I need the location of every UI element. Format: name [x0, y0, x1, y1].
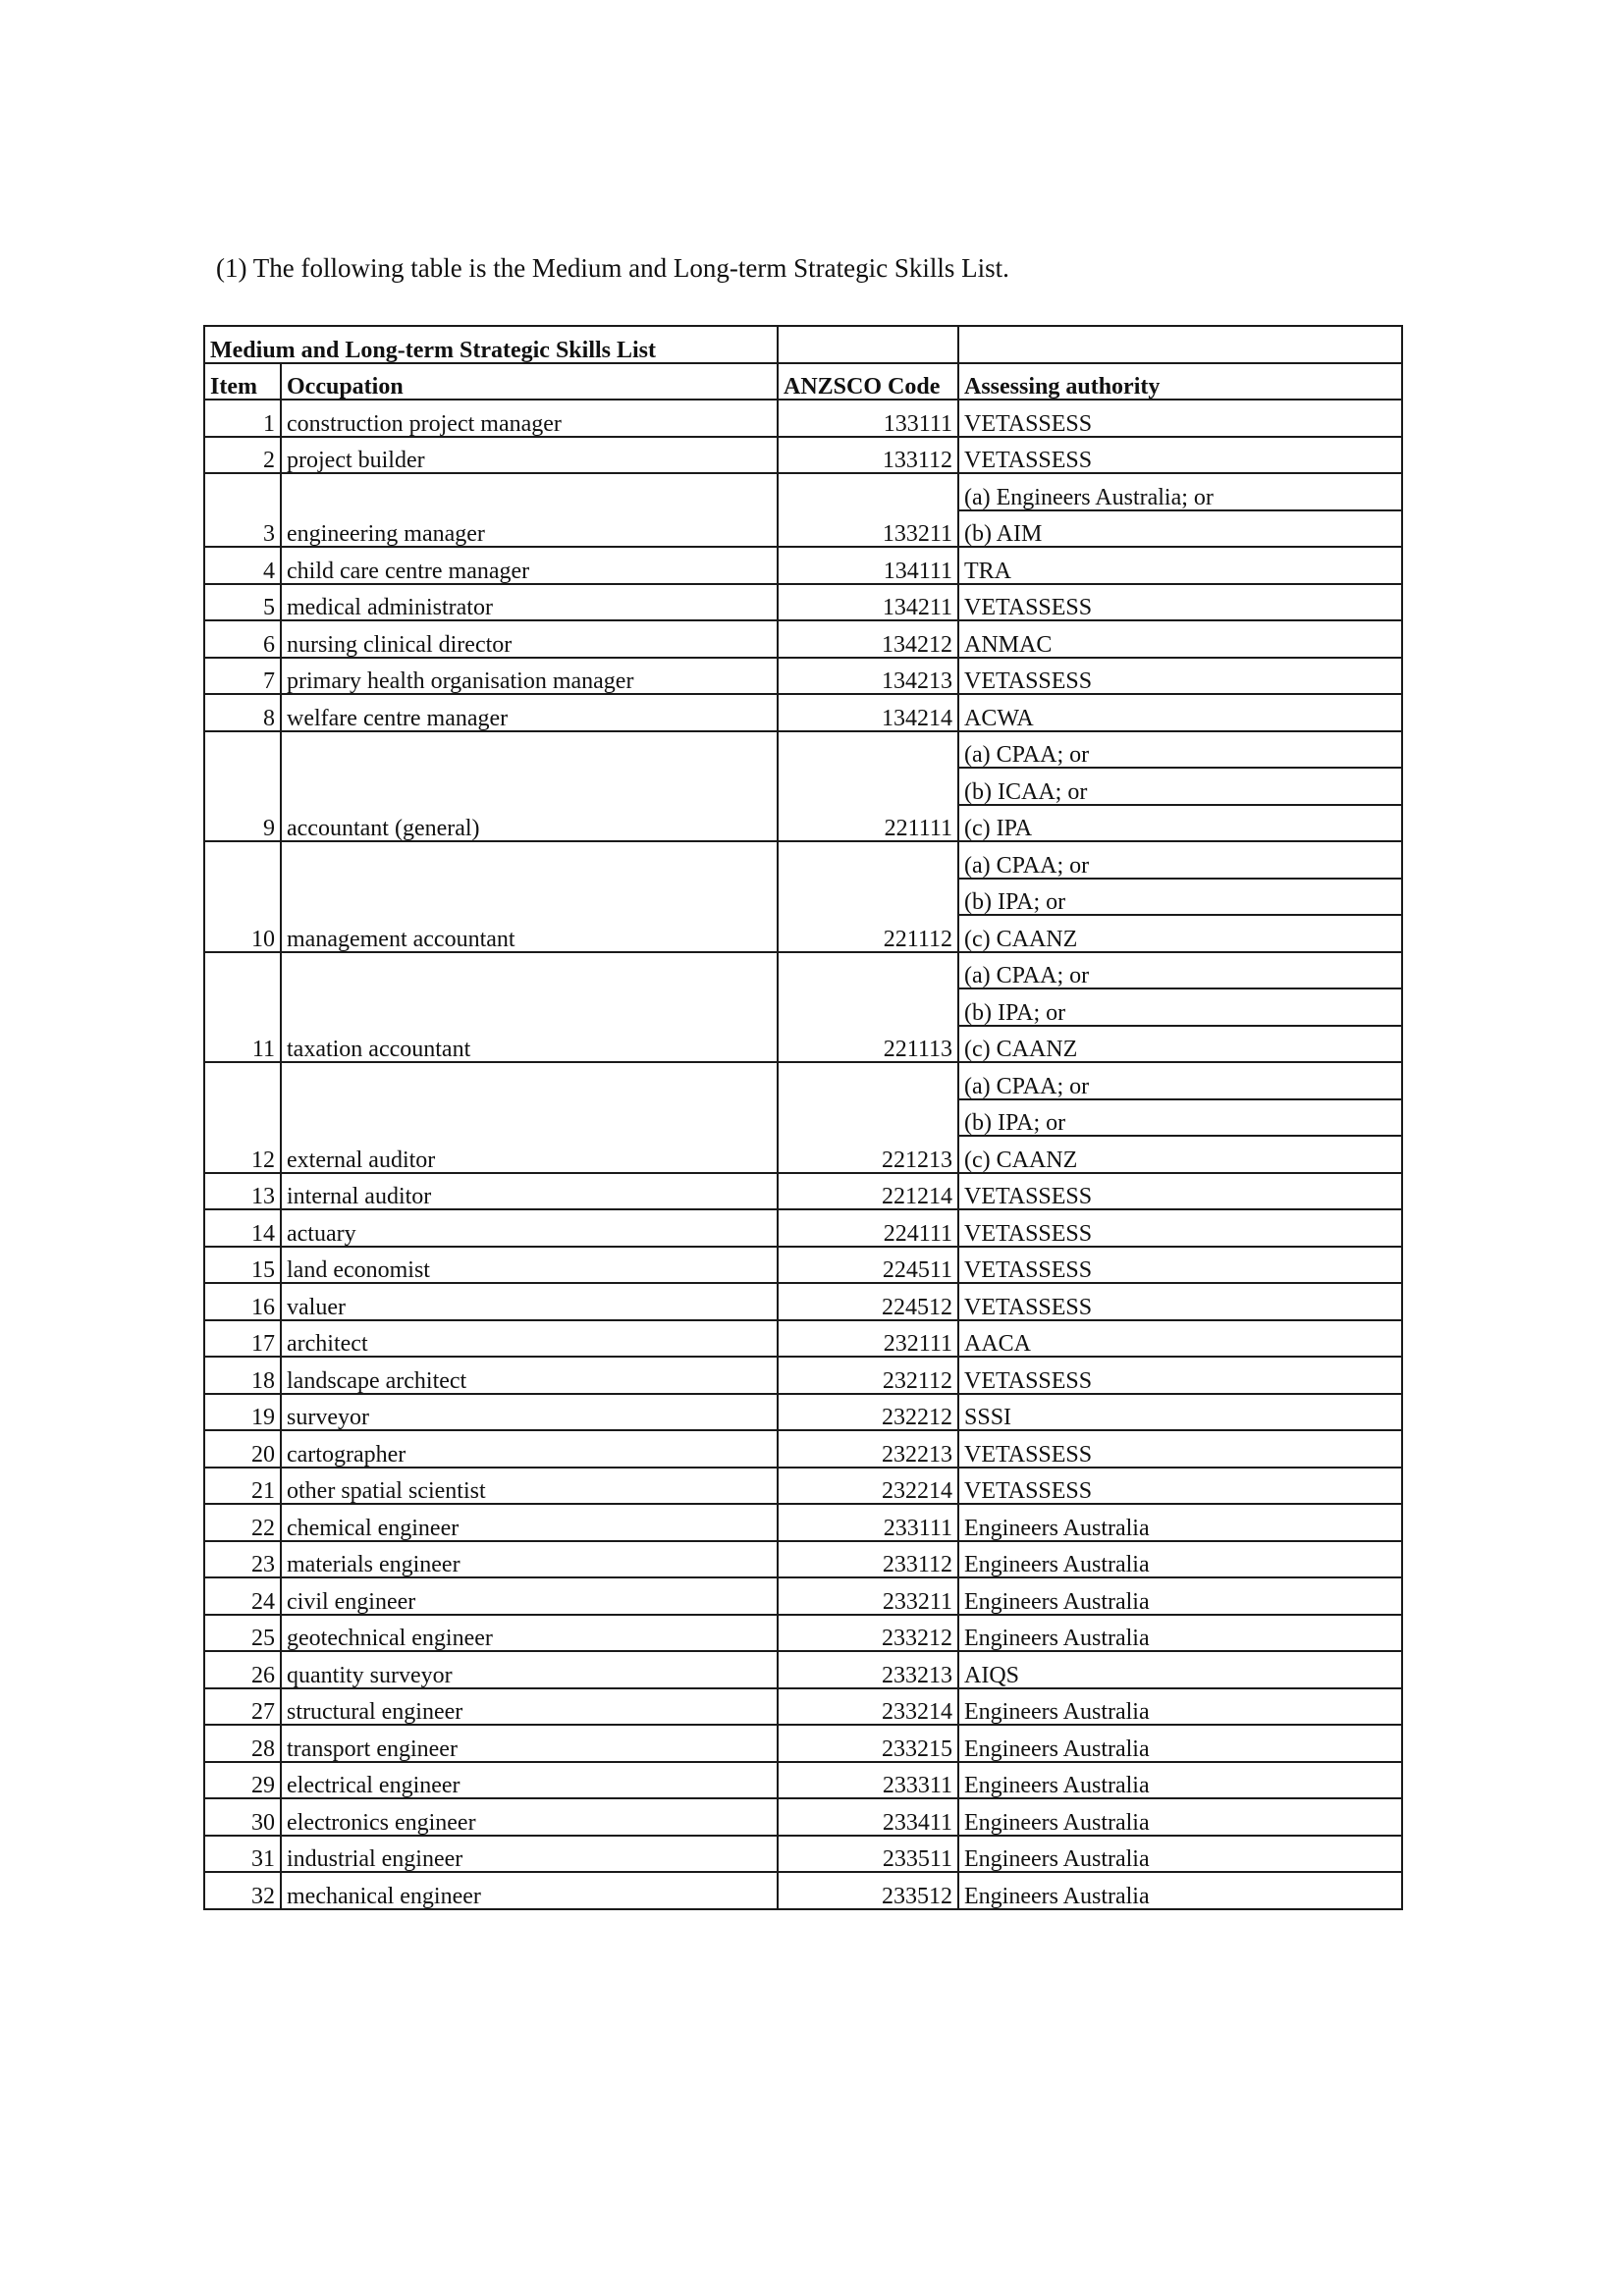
- item-number: 27: [204, 1688, 281, 1726]
- occupation-cell: management accountant: [281, 841, 778, 952]
- occupation-cell: civil engineer: [281, 1577, 778, 1615]
- assessing-authority-cell: AIQS: [958, 1651, 1402, 1688]
- assessing-authority-cell: (c) CAANZ: [958, 915, 1402, 952]
- item-number: 8: [204, 694, 281, 731]
- item-number: 17: [204, 1320, 281, 1358]
- assessing-authority-cell: (a) CPAA; or: [958, 952, 1402, 989]
- item-number: 14: [204, 1209, 281, 1247]
- occupation-cell: structural engineer: [281, 1688, 778, 1726]
- assessing-authority-cell: Engineers Australia: [958, 1725, 1402, 1762]
- assessing-authority-cell: AACA: [958, 1320, 1402, 1358]
- occupation-cell: landscape architect: [281, 1357, 778, 1394]
- assessing-authority-cell: SSSI: [958, 1394, 1402, 1431]
- assessing-authority-cell: Engineers Australia: [958, 1688, 1402, 1726]
- table-row: [204, 437, 1402, 474]
- occupation-cell: accountant (general): [281, 731, 778, 842]
- occupation-cell: taxation accountant: [281, 952, 778, 1063]
- intro-paragraph: (1) The following table is the Medium and Long‐term Strategic Skills List.: [216, 253, 1009, 283]
- assessing-authority-cell: ANMAC: [958, 620, 1402, 658]
- anzsco-code-cell: 232212: [778, 1394, 958, 1431]
- assessing-authority-cell: VETASSESS: [958, 1357, 1402, 1394]
- assessing-authority-cell: (c) CAANZ: [958, 1026, 1402, 1063]
- assessing-authority-cell: (a) CPAA; or: [958, 731, 1402, 769]
- item-number: 2: [204, 437, 281, 474]
- anzsco-code-cell: 232213: [778, 1430, 958, 1468]
- occupation-cell: mechanical engineer: [281, 1872, 778, 1909]
- table-row: [204, 1615, 1402, 1652]
- table-row: [204, 400, 1402, 437]
- item-number: 16: [204, 1283, 281, 1320]
- occupation-cell: internal auditor: [281, 1173, 778, 1210]
- anzsco-code-cell: 233112: [778, 1541, 958, 1578]
- item-number: 12: [204, 1062, 281, 1173]
- table-row: [204, 1062, 1402, 1099]
- assessing-authority-cell: Engineers Australia: [958, 1798, 1402, 1836]
- item-number: 21: [204, 1468, 281, 1505]
- occupation-cell: materials engineer: [281, 1541, 778, 1578]
- table-row: [204, 584, 1402, 621]
- item-number: 9: [204, 731, 281, 842]
- table-row: [204, 1430, 1402, 1468]
- occupation-cell: quantity surveyor: [281, 1651, 778, 1688]
- item-number: 24: [204, 1577, 281, 1615]
- table-row: [204, 1504, 1402, 1541]
- occupation-cell: transport engineer: [281, 1725, 778, 1762]
- header-occupation: Occupation: [281, 363, 778, 400]
- table-row: [204, 1541, 1402, 1578]
- table-row: [204, 473, 1402, 510]
- item-number: 6: [204, 620, 281, 658]
- assessing-authority-cell: ACWA: [958, 694, 1402, 731]
- item-number: 7: [204, 658, 281, 695]
- table-row: [204, 694, 1402, 731]
- occupation-cell: industrial engineer: [281, 1836, 778, 1873]
- assessing-authority-cell: VETASSESS: [958, 1173, 1402, 1210]
- assessing-authority-cell: VETASSESS: [958, 400, 1402, 437]
- table-row: [204, 1247, 1402, 1284]
- occupation-cell: electronics engineer: [281, 1798, 778, 1836]
- table-row: [204, 1798, 1402, 1836]
- anzsco-code-cell: 221113: [778, 952, 958, 1063]
- header-item: Item: [204, 363, 281, 400]
- item-number: 20: [204, 1430, 281, 1468]
- item-number: 10: [204, 841, 281, 952]
- assessing-authority-cell: (a) Engineers Australia; or: [958, 473, 1402, 510]
- anzsco-code-cell: 133111: [778, 400, 958, 437]
- anzsco-code-cell: 233215: [778, 1725, 958, 1762]
- occupation-cell: nursing clinical director: [281, 620, 778, 658]
- assessing-authority-cell: (c) IPA: [958, 805, 1402, 842]
- table-header-row: [204, 363, 1402, 400]
- empty-cell: [778, 326, 958, 363]
- item-number: 3: [204, 473, 281, 547]
- item-number: 25: [204, 1615, 281, 1652]
- anzsco-code-cell: 133112: [778, 437, 958, 474]
- table-row: [204, 1357, 1402, 1394]
- occupation-cell: architect: [281, 1320, 778, 1358]
- table-row: [204, 1651, 1402, 1688]
- table-row: [204, 1320, 1402, 1358]
- table-row: [204, 841, 1402, 879]
- anzsco-code-cell: 233111: [778, 1504, 958, 1541]
- assessing-authority-cell: Engineers Australia: [958, 1615, 1402, 1652]
- anzsco-code-cell: 233211: [778, 1577, 958, 1615]
- assessing-authority-cell: (b) IPA; or: [958, 988, 1402, 1026]
- item-number: 30: [204, 1798, 281, 1836]
- table-row: [204, 1872, 1402, 1909]
- occupation-cell: child care centre manager: [281, 547, 778, 584]
- occupation-cell: project builder: [281, 437, 778, 474]
- assessing-authority-cell: VETASSESS: [958, 584, 1402, 621]
- anzsco-code-cell: 134214: [778, 694, 958, 731]
- table-row: [204, 620, 1402, 658]
- assessing-authority-cell: VETASSESS: [958, 1247, 1402, 1284]
- anzsco-code-cell: 233214: [778, 1688, 958, 1726]
- table-row: [204, 1762, 1402, 1799]
- skills-table: [203, 325, 1403, 1910]
- table-row: [204, 1394, 1402, 1431]
- assessing-authority-cell: Engineers Australia: [958, 1836, 1402, 1873]
- anzsco-code-cell: 133211: [778, 473, 958, 547]
- table-row: [204, 547, 1402, 584]
- anzsco-code-cell: 233213: [778, 1651, 958, 1688]
- table-row: [204, 1836, 1402, 1873]
- assessing-authority-cell: VETASSESS: [958, 1468, 1402, 1505]
- anzsco-code-cell: 221112: [778, 841, 958, 952]
- table-row: [204, 1577, 1402, 1615]
- anzsco-code-cell: 233212: [778, 1615, 958, 1652]
- anzsco-code-cell: 221111: [778, 731, 958, 842]
- assessing-authority-cell: Engineers Australia: [958, 1504, 1402, 1541]
- assessing-authority-cell: (b) IPA; or: [958, 879, 1402, 916]
- occupation-cell: surveyor: [281, 1394, 778, 1431]
- item-number: 31: [204, 1836, 281, 1873]
- anzsco-code-cell: 134212: [778, 620, 958, 658]
- assessing-authority-cell: VETASSESS: [958, 1430, 1402, 1468]
- occupation-cell: chemical engineer: [281, 1504, 778, 1541]
- anzsco-code-cell: 221213: [778, 1062, 958, 1173]
- item-number: 13: [204, 1173, 281, 1210]
- table-row: [204, 1283, 1402, 1320]
- assessing-authority-cell: VETASSESS: [958, 437, 1402, 474]
- assessing-authority-cell: TRA: [958, 547, 1402, 584]
- anzsco-code-cell: 224111: [778, 1209, 958, 1247]
- table-row: [204, 1468, 1402, 1505]
- occupation-cell: welfare centre manager: [281, 694, 778, 731]
- assessing-authority-cell: Engineers Australia: [958, 1762, 1402, 1799]
- assessing-authority-cell: (a) CPAA; or: [958, 841, 1402, 879]
- item-number: 28: [204, 1725, 281, 1762]
- item-number: 26: [204, 1651, 281, 1688]
- item-number: 29: [204, 1762, 281, 1799]
- occupation-cell: external auditor: [281, 1062, 778, 1173]
- table-row: [204, 1688, 1402, 1726]
- occupation-cell: cartographer: [281, 1430, 778, 1468]
- table-row: [204, 731, 1402, 769]
- table-title: Medium and Long‐term Strategic Skills List: [204, 326, 778, 363]
- assessing-authority-cell: Engineers Australia: [958, 1541, 1402, 1578]
- anzsco-code-cell: 233512: [778, 1872, 958, 1909]
- anzsco-code-cell: 232112: [778, 1357, 958, 1394]
- empty-cell: [958, 326, 1402, 363]
- table-title-row: [204, 326, 1402, 363]
- anzsco-code-cell: 233311: [778, 1762, 958, 1799]
- item-number: 15: [204, 1247, 281, 1284]
- anzsco-code-cell: 232214: [778, 1468, 958, 1505]
- anzsco-code-cell: 224511: [778, 1247, 958, 1284]
- occupation-cell: other spatial scientist: [281, 1468, 778, 1505]
- table-row: [204, 952, 1402, 989]
- occupation-cell: geotechnical engineer: [281, 1615, 778, 1652]
- item-number: 22: [204, 1504, 281, 1541]
- occupation-cell: actuary: [281, 1209, 778, 1247]
- occupation-cell: construction project manager: [281, 400, 778, 437]
- table-row: [204, 1209, 1402, 1247]
- assessing-authority-cell: Engineers Australia: [958, 1872, 1402, 1909]
- anzsco-code-cell: 224512: [778, 1283, 958, 1320]
- header-anzsco-code: ANZSCO Code: [778, 363, 958, 400]
- assessing-authority-cell: VETASSESS: [958, 658, 1402, 695]
- item-number: 1: [204, 400, 281, 437]
- assessing-authority-cell: Engineers Australia: [958, 1577, 1402, 1615]
- occupation-cell: engineering manager: [281, 473, 778, 547]
- anzsco-code-cell: 221214: [778, 1173, 958, 1210]
- item-number: 32: [204, 1872, 281, 1909]
- assessing-authority-cell: (a) CPAA; or: [958, 1062, 1402, 1099]
- assessing-authority-cell: (c) CAANZ: [958, 1136, 1402, 1173]
- item-number: 23: [204, 1541, 281, 1578]
- anzsco-code-cell: 233511: [778, 1836, 958, 1873]
- assessing-authority-cell: (b) ICAA; or: [958, 768, 1402, 805]
- table-row: [204, 1725, 1402, 1762]
- occupation-cell: land economist: [281, 1247, 778, 1284]
- item-number: 11: [204, 952, 281, 1063]
- assessing-authority-cell: (b) AIM: [958, 510, 1402, 548]
- anzsco-code-cell: 134211: [778, 584, 958, 621]
- assessing-authority-cell: VETASSESS: [958, 1209, 1402, 1247]
- anzsco-code-cell: 134111: [778, 547, 958, 584]
- occupation-cell: primary health organisation manager: [281, 658, 778, 695]
- occupation-cell: medical administrator: [281, 584, 778, 621]
- assessing-authority-cell: (b) IPA; or: [958, 1099, 1402, 1137]
- table-row: [204, 658, 1402, 695]
- anzsco-code-cell: 233411: [778, 1798, 958, 1836]
- assessing-authority-cell: VETASSESS: [958, 1283, 1402, 1320]
- occupation-cell: electrical engineer: [281, 1762, 778, 1799]
- anzsco-code-cell: 134213: [778, 658, 958, 695]
- table-row: [204, 1173, 1402, 1210]
- header-assessing-authority: Assessing authority: [958, 363, 1402, 400]
- item-number: 19: [204, 1394, 281, 1431]
- occupation-cell: valuer: [281, 1283, 778, 1320]
- item-number: 4: [204, 547, 281, 584]
- item-number: 18: [204, 1357, 281, 1394]
- item-number: 5: [204, 584, 281, 621]
- anzsco-code-cell: 232111: [778, 1320, 958, 1358]
